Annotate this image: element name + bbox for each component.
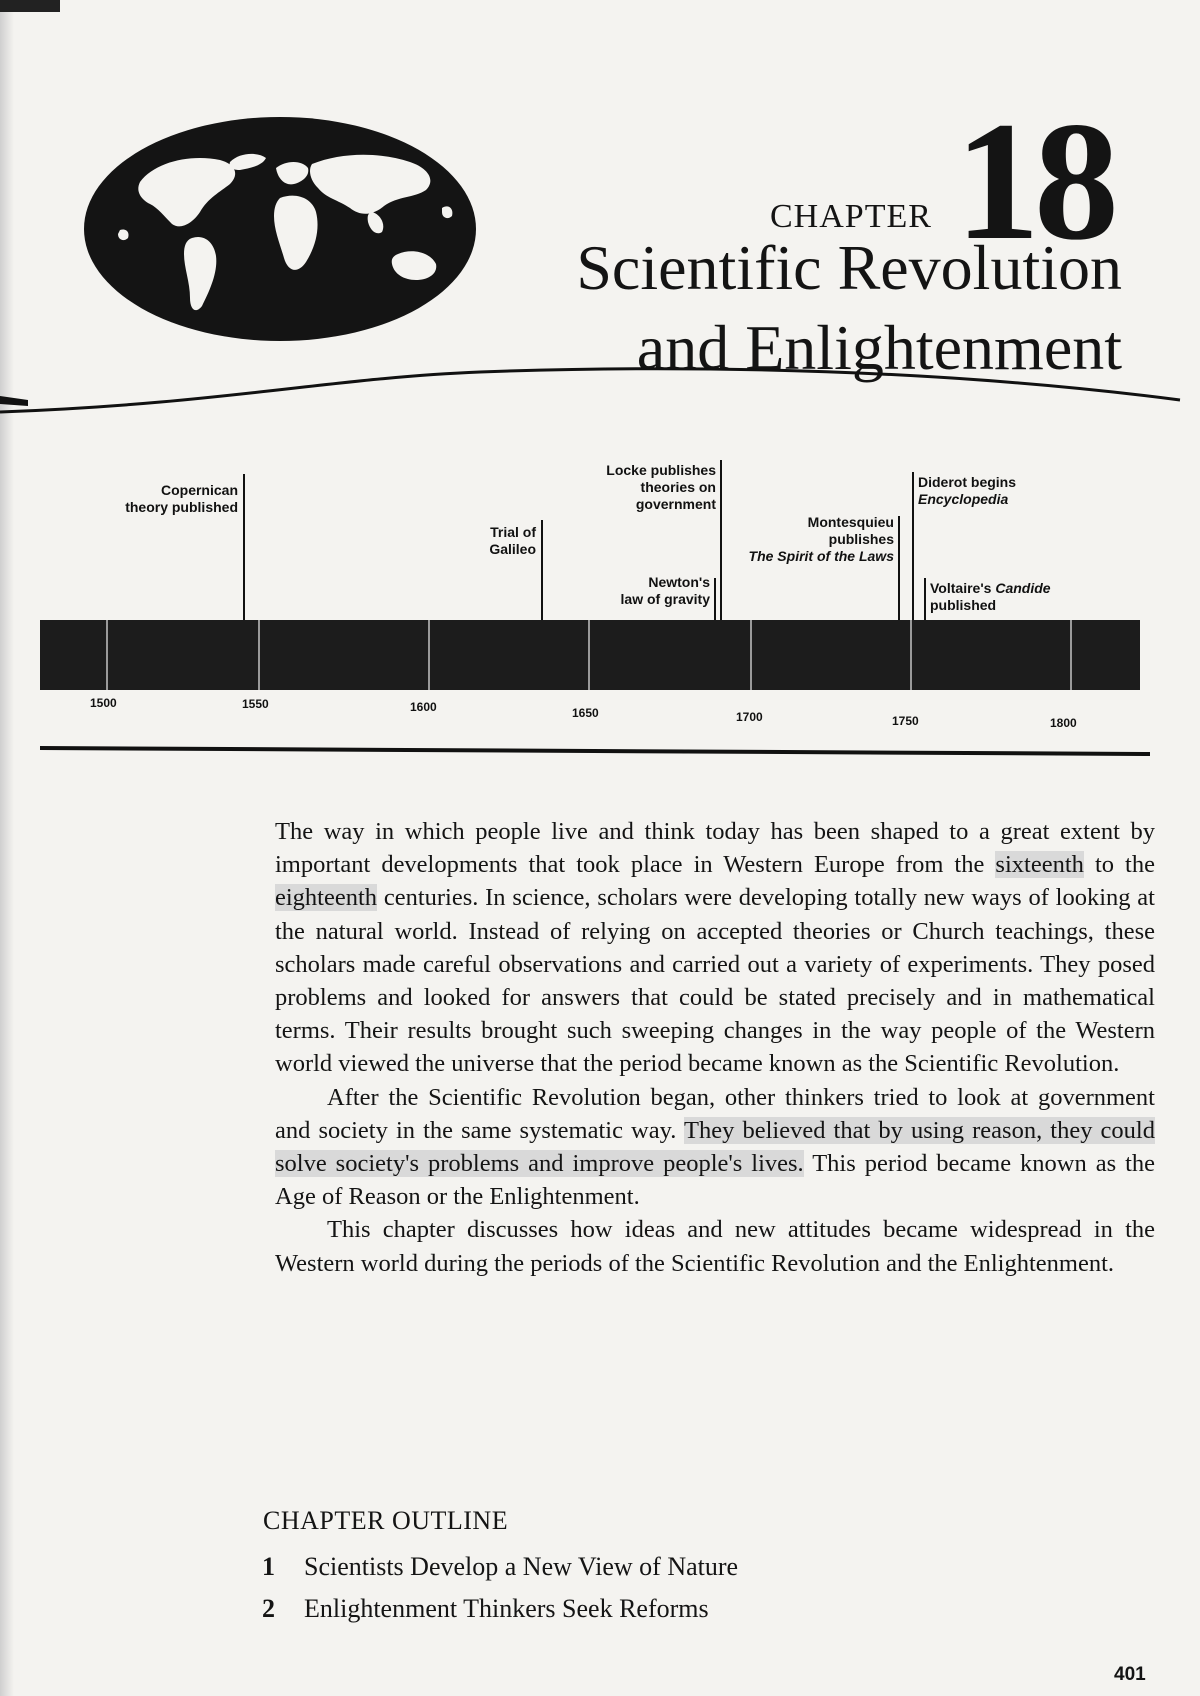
timeline-tick <box>588 620 590 690</box>
paragraph: This chapter discusses how ideas and new attitudes became widespread in the Western world during the periods of the Scientific Revolution and the Enlightenment. <box>275 1216 1155 1277</box>
event-line <box>912 472 914 620</box>
timeline-bottom-rule <box>40 746 1150 756</box>
timeline-year: 1700 <box>736 710 763 724</box>
timeline-tick <box>1070 620 1072 690</box>
chapter-label: CHAPTER <box>770 198 932 235</box>
timeline-year: 1800 <box>1050 716 1077 730</box>
timeline-year: 1750 <box>892 714 919 728</box>
event-line <box>898 516 900 620</box>
outline-item: 1 Scientists Develop a New View of Nature <box>262 1552 739 1581</box>
highlight: sixteenth <box>995 851 1084 879</box>
paragraph: After the Scientific Revolution began, other thinkers tried to look at government and society in the same systematic way. They believed that by using reason, they could solve society's problems and improve people's lives. This period became known as the Age of Reason or the Enlightenment. <box>275 1083 1155 1211</box>
world-map-icon <box>80 112 480 347</box>
event-galileo: Trial of Galileo <box>489 524 536 557</box>
event-line <box>714 578 716 620</box>
timeline-tick <box>258 620 260 690</box>
event-locke: Locke publishes theories on government <box>606 462 716 512</box>
chapter-title-line1: Scientific Revolution <box>576 232 1122 303</box>
outline-title: CHAPTER OUTLINE <box>263 1506 509 1535</box>
timeline-tick <box>428 620 430 690</box>
event-diderot: Diderot begins Encyclopedia <box>918 474 1017 507</box>
timeline-year: 1500 <box>90 696 117 710</box>
event-voltaire: Voltaire's Candide published <box>930 580 1051 613</box>
timeline <box>40 460 1150 770</box>
chapter-number: 18 <box>955 87 1113 275</box>
event-line <box>541 520 543 620</box>
timeline-year: 1550 <box>242 697 269 711</box>
timeline-year: 1600 <box>410 700 437 714</box>
timeline-tick <box>750 620 752 690</box>
event-newton: Newton's law of gravity <box>620 574 710 607</box>
event-line <box>243 474 245 620</box>
header-rule <box>0 360 1200 430</box>
page-number: 401 <box>1114 1664 1146 1685</box>
highlight: They believed that by using reason, they could solve society's problems and improve people's lives. <box>275 1116 1155 1178</box>
paragraph: The way in which people live and think today has been shaped to a great extent by important developments that took place in Western Europe from the sixteenth to the eighteenth centuries. In science, scholars were developing totally new ways of looking at the natural world. Instead of relying on accepted theories or Church teachings, these scholars made careful observations and carried out a variety of experiments. They posed problems and looked for answers that could be stated precisely and in mathematical terms. Their results brought such sweeping changes in the way people of the Western world viewed the universe that the period became known as the Scientific Revolution. <box>275 818 1155 1078</box>
timeline-tick <box>910 620 912 690</box>
event-line <box>924 578 926 620</box>
event-montesquieu: Montesquieu publishes The Spirit of the Laws <box>748 514 894 564</box>
timeline-year: 1650 <box>572 706 599 720</box>
intro-text <box>275 815 1155 1280</box>
outline-item: 2 Enlightenment Thinkers Seek Reforms <box>262 1594 709 1623</box>
timeline-band <box>40 620 1140 690</box>
timeline-tick <box>106 620 108 690</box>
chapter-title-line2: and Enlightenment <box>636 312 1122 383</box>
highlight: eighteenth <box>275 884 378 912</box>
event-copernican: Copernican theory published <box>125 482 238 515</box>
page-edge <box>0 0 14 1696</box>
scan-corner-mark <box>0 0 60 12</box>
